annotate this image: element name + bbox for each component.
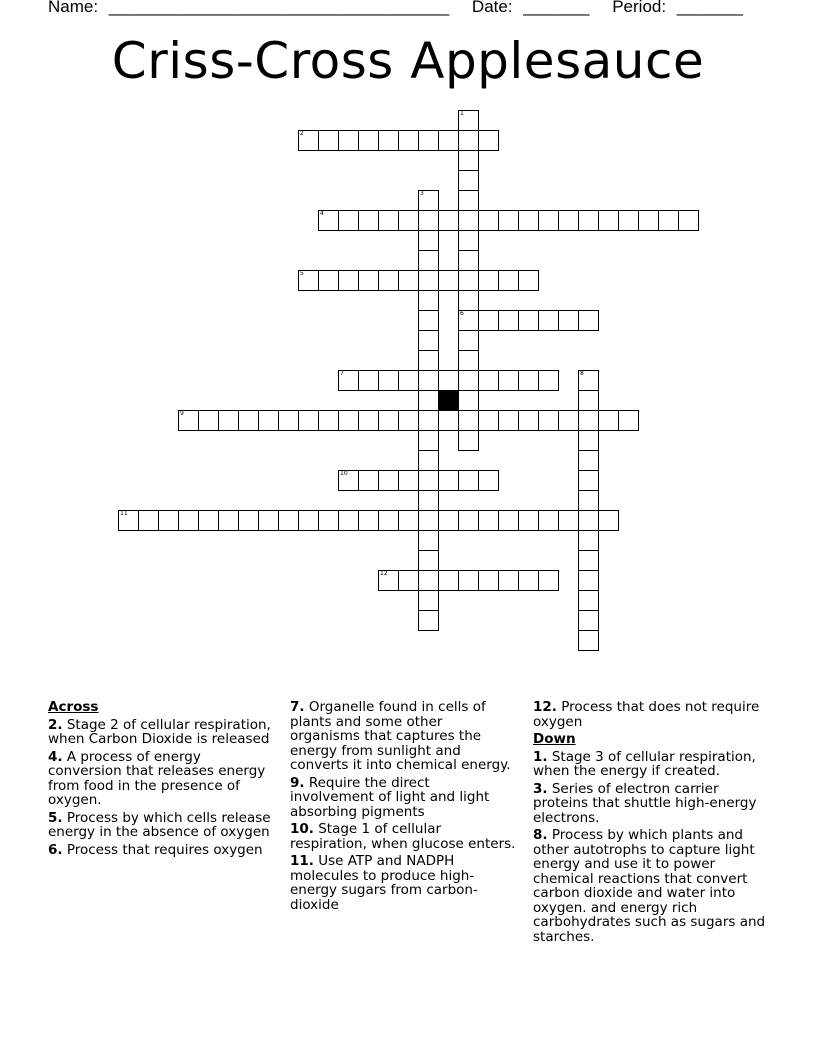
grid-cell[interactable] [298,270,319,291]
grid-cell[interactable] [518,510,539,531]
date-label: Date: [471,0,513,16]
clue-text: Process by which plants and other autotrophs to capture light energy and use it to power chemical reactions that convert carbon dioxide and water into oxygen. and energy rich carbohydrates such as sugars and starches. [533,827,766,945]
clue-number: 11. [290,853,314,869]
grid-cell[interactable] [578,510,599,531]
grid-cell[interactable] [498,210,519,231]
grid-cell[interactable] [598,210,619,231]
clue-text: Use ATP and NADPH molecules to produce high-energy sugars from carbon-dioxide [290,853,478,913]
clue-number: 7. [290,699,305,715]
grid-cell[interactable] [678,210,699,231]
grid-cell[interactable] [298,510,319,531]
clue-number-5: 5 [300,270,304,277]
grid-cell[interactable] [458,390,479,411]
grid-cell[interactable] [298,130,319,151]
grid-cell[interactable] [458,190,479,211]
grid-cell[interactable] [358,210,379,231]
grid-cell[interactable] [418,310,439,331]
clue-text: Stage 3 of cellular respiration, when the energy if created. [533,748,756,779]
clue-down-1 [533,750,769,779]
grid-cell[interactable] [358,370,379,391]
grid-cell[interactable] [118,510,139,531]
grid-cell[interactable] [458,210,479,231]
clue-number: 12. [533,699,557,715]
grid-cell[interactable] [538,370,559,391]
grid-cell[interactable] [418,570,439,591]
clue-number-4: 4 [320,210,324,217]
grid-cell[interactable] [238,410,259,431]
clue-number: 8. [533,827,548,843]
grid-cell[interactable] [458,290,479,311]
grid-cell[interactable] [418,430,439,451]
grid-cell[interactable] [518,210,539,231]
grid-cell[interactable] [618,410,639,431]
grid-cell[interactable] [398,410,419,431]
grid-cell[interactable] [378,370,399,391]
down-heading: Down [533,731,576,747]
grid-cell[interactable] [598,510,619,531]
grid-cell[interactable] [398,570,419,591]
grid-cell[interactable] [418,270,439,291]
grid-cell[interactable] [578,210,599,231]
grid-cell[interactable] [158,510,179,531]
grid-cell[interactable] [258,510,279,531]
grid-cell[interactable] [338,510,359,531]
grid-cell[interactable] [578,430,599,451]
clue-across-2 [48,718,276,747]
clue-across-12 [533,700,769,729]
grid-cell[interactable] [338,410,359,431]
grid-cell[interactable] [318,130,339,151]
grid-cell[interactable] [578,530,599,551]
grid-cell[interactable] [518,310,539,331]
grid-cell[interactable] [418,590,439,611]
grid-cell[interactable] [538,310,559,331]
date-blank[interactable]: _______ [523,0,590,16]
grid-cell[interactable] [338,270,359,291]
grid-cell[interactable] [178,410,199,431]
grid-cell[interactable] [478,510,499,531]
grid-cell[interactable] [418,250,439,271]
grid-cell[interactable] [578,370,599,391]
period-label: Period: [612,0,667,16]
clue-across-6 [48,843,276,858]
grid-cell[interactable] [338,470,359,491]
grid-cell[interactable] [378,510,399,531]
clues-column-3 [533,700,769,947]
grid-cell[interactable] [498,510,519,531]
grid-cell[interactable] [578,310,599,331]
grid-cell[interactable] [438,470,459,491]
grid-cell[interactable] [418,230,439,251]
grid-cell[interactable] [578,630,599,651]
clue-across-4 [48,750,276,808]
grid-cell[interactable] [478,310,499,331]
clue-number: 4. [48,748,63,765]
clue-number-12: 12 [380,570,388,577]
grid-cell[interactable] [478,570,499,591]
grid-cell[interactable] [478,210,499,231]
grid-cell[interactable] [458,410,479,431]
grid-cell[interactable] [458,350,479,371]
grid-cell[interactable] [418,470,439,491]
grid-cell[interactable] [378,410,399,431]
grid-cell[interactable] [518,410,539,431]
grid-cell[interactable] [318,410,339,431]
grid-cell[interactable] [498,570,519,591]
grid-cell[interactable] [578,470,599,491]
grid-cell[interactable] [638,210,659,231]
grid-cell[interactable] [358,510,379,531]
clue-number: 5. [48,809,63,826]
clue-number-1: 1 [460,110,464,117]
puzzle-title: Criss-Cross Applesauce [111,32,705,90]
clue-across-7 [290,700,516,773]
clue-text: Process that does not require oxygen [533,699,760,730]
grid-cell[interactable] [418,370,439,391]
grid-cell[interactable] [578,570,599,591]
grid-cell[interactable] [318,210,339,231]
grid-cell[interactable] [238,510,259,531]
grid-cell[interactable] [578,410,599,431]
clue-text: Require the direct involvement of light and light absorbing pigments [290,774,490,820]
grid-cell[interactable] [558,410,579,431]
grid-cell[interactable] [558,510,579,531]
grid-cell[interactable] [358,410,379,431]
grid-cell[interactable] [378,570,399,591]
grid-cell[interactable] [458,570,479,591]
grid-cell[interactable] [318,510,339,531]
clue-number: 3. [533,780,548,797]
clue-number: 1. [533,748,548,765]
grid-cell[interactable] [178,510,199,531]
clue-text: Process that requires oxygen [66,841,263,858]
grid-cell[interactable] [498,370,519,391]
grid-cell[interactable] [418,130,439,151]
grid-cell[interactable] [578,450,599,471]
name-blank[interactable]: ____________________________________ [108,0,450,16]
grid-cell[interactable] [418,450,439,471]
clue-number-6: 6 [460,310,464,317]
grid-cell[interactable] [478,410,499,431]
grid-cell[interactable] [418,530,439,551]
grid-cell[interactable] [258,410,279,431]
grid-cell[interactable] [418,390,439,411]
grid-cell[interactable] [378,270,399,291]
clue-number-7: 7 [340,370,344,377]
grid-cell[interactable] [218,410,239,431]
grid-cell[interactable] [278,410,299,431]
grid-cell[interactable] [498,410,519,431]
clue-across-11 [290,854,516,912]
clue-text: A process of energy conversion that releases energy from food in the presence of oxygen. [48,748,266,808]
grid-cell[interactable] [558,310,579,331]
grid-cell[interactable] [618,210,639,231]
clue-text: Process by which cells release energy in the absence of oxygen [48,809,271,840]
grid-cell[interactable] [498,310,519,331]
grid-cell[interactable] [438,410,459,431]
clue-number-8: 8 [580,370,584,377]
clue-number: 6. [48,841,63,858]
grid-cell[interactable] [438,270,459,291]
grid-cell[interactable] [458,370,479,391]
clue-text: Series of electron carrier proteins that shuttle high-energy electrons. [533,780,757,826]
grid-cell[interactable] [658,210,679,231]
grid-cell[interactable] [458,250,479,271]
grid-cell[interactable] [398,270,419,291]
clue-text: Stage 1 of cellular respiration, when glucose enters. [290,821,516,852]
clue-number-10: 10 [340,470,348,477]
grid-cell[interactable] [418,210,439,231]
grid-cell[interactable] [458,470,479,491]
grid-cell[interactable] [498,270,519,291]
clue-number-3: 3 [420,190,424,197]
clue-across-10 [290,822,516,851]
grid-cell[interactable] [418,510,439,531]
grid-cell[interactable] [458,270,479,291]
grid-cell[interactable] [218,510,239,531]
grid-cell[interactable] [358,270,379,291]
grid-cell[interactable] [438,370,459,391]
grid-cell[interactable] [198,510,219,531]
grid-cell[interactable] [398,130,419,151]
grid-cell[interactable] [458,510,479,531]
grid-cell[interactable] [598,410,619,431]
grid-cell[interactable] [478,370,499,391]
grid-cell[interactable] [278,510,299,531]
grid-cell[interactable] [478,130,499,151]
across-heading: Across [48,699,99,715]
grid-cell[interactable] [138,510,159,531]
grid-cell[interactable] [578,610,599,631]
grid-cell[interactable] [418,190,439,211]
grid-cell[interactable] [438,130,459,151]
clues-column-1 [48,700,276,860]
grid-cell[interactable] [578,590,599,611]
grid-cell[interactable] [578,550,599,571]
clue-number-11: 11 [120,510,128,517]
grid-cell[interactable] [438,570,459,591]
grid-cell[interactable] [398,210,419,231]
grid-cell[interactable] [418,410,439,431]
clue-down-8 [533,828,769,944]
grid-cell[interactable] [418,290,439,311]
clue-number: 10. [290,821,314,837]
grid-cell[interactable] [538,570,559,591]
grid-cell[interactable] [338,130,359,151]
grid-cell[interactable] [418,350,439,371]
clue-down-3 [533,782,769,826]
grid-cell[interactable] [338,370,359,391]
grid-cell[interactable] [378,470,399,491]
clue-text: Organelle found in cells of plants and some other organisms that captures the energy from sunlight and converts it into chemical energy. [290,699,511,773]
grid-cell[interactable] [558,210,579,231]
grid-cell[interactable] [358,130,379,151]
clue-text: Stage 2 of cellular respiration, when Carbon Dioxide is released [48,716,271,747]
grid-cell[interactable] [458,430,479,451]
grid-cell[interactable] [438,510,459,531]
grid-cell[interactable] [318,270,339,291]
grid-cell[interactable] [578,490,599,511]
grid-cell[interactable] [518,370,539,391]
period-blank[interactable]: _______ [676,0,744,16]
grid-cell[interactable] [398,510,419,531]
grid-cell[interactable] [458,150,479,171]
black-cell [438,390,459,411]
grid-cell[interactable] [458,230,479,251]
grid-cell[interactable] [398,470,419,491]
grid-cell[interactable] [458,170,479,191]
clues-column-2 [290,700,516,915]
grid-cell[interactable] [298,410,319,431]
grid-cell[interactable] [358,470,379,491]
name-label: Name: [48,0,99,16]
grid-cell[interactable] [478,470,499,491]
grid-cell[interactable] [378,210,399,231]
grid-cell[interactable] [458,310,479,331]
clue-across-5 [48,811,276,840]
grid-cell[interactable] [458,130,479,151]
grid-cell[interactable] [538,210,559,231]
grid-cell[interactable] [418,490,439,511]
grid-cell[interactable] [398,370,419,391]
grid-cell[interactable] [198,410,219,431]
grid-cell[interactable] [518,570,539,591]
grid-cell[interactable] [518,270,539,291]
clue-number-2: 2 [300,130,304,137]
grid-cell[interactable] [418,610,439,631]
grid-cell[interactable] [458,110,479,131]
clue-across-9 [290,776,516,820]
clue-number-9: 9 [180,410,184,417]
grid-cell[interactable] [418,330,439,351]
grid-cell[interactable] [438,210,459,231]
grid-cell[interactable] [418,550,439,571]
grid-cell[interactable] [538,510,559,531]
grid-cell[interactable] [338,210,359,231]
clue-number: 9. [290,774,305,791]
grid-cell[interactable] [578,390,599,411]
clue-number: 2. [48,716,63,733]
grid-cell[interactable] [478,270,499,291]
grid-cell[interactable] [538,410,559,431]
grid-cell[interactable] [378,130,399,151]
grid-cell[interactable] [458,330,479,351]
